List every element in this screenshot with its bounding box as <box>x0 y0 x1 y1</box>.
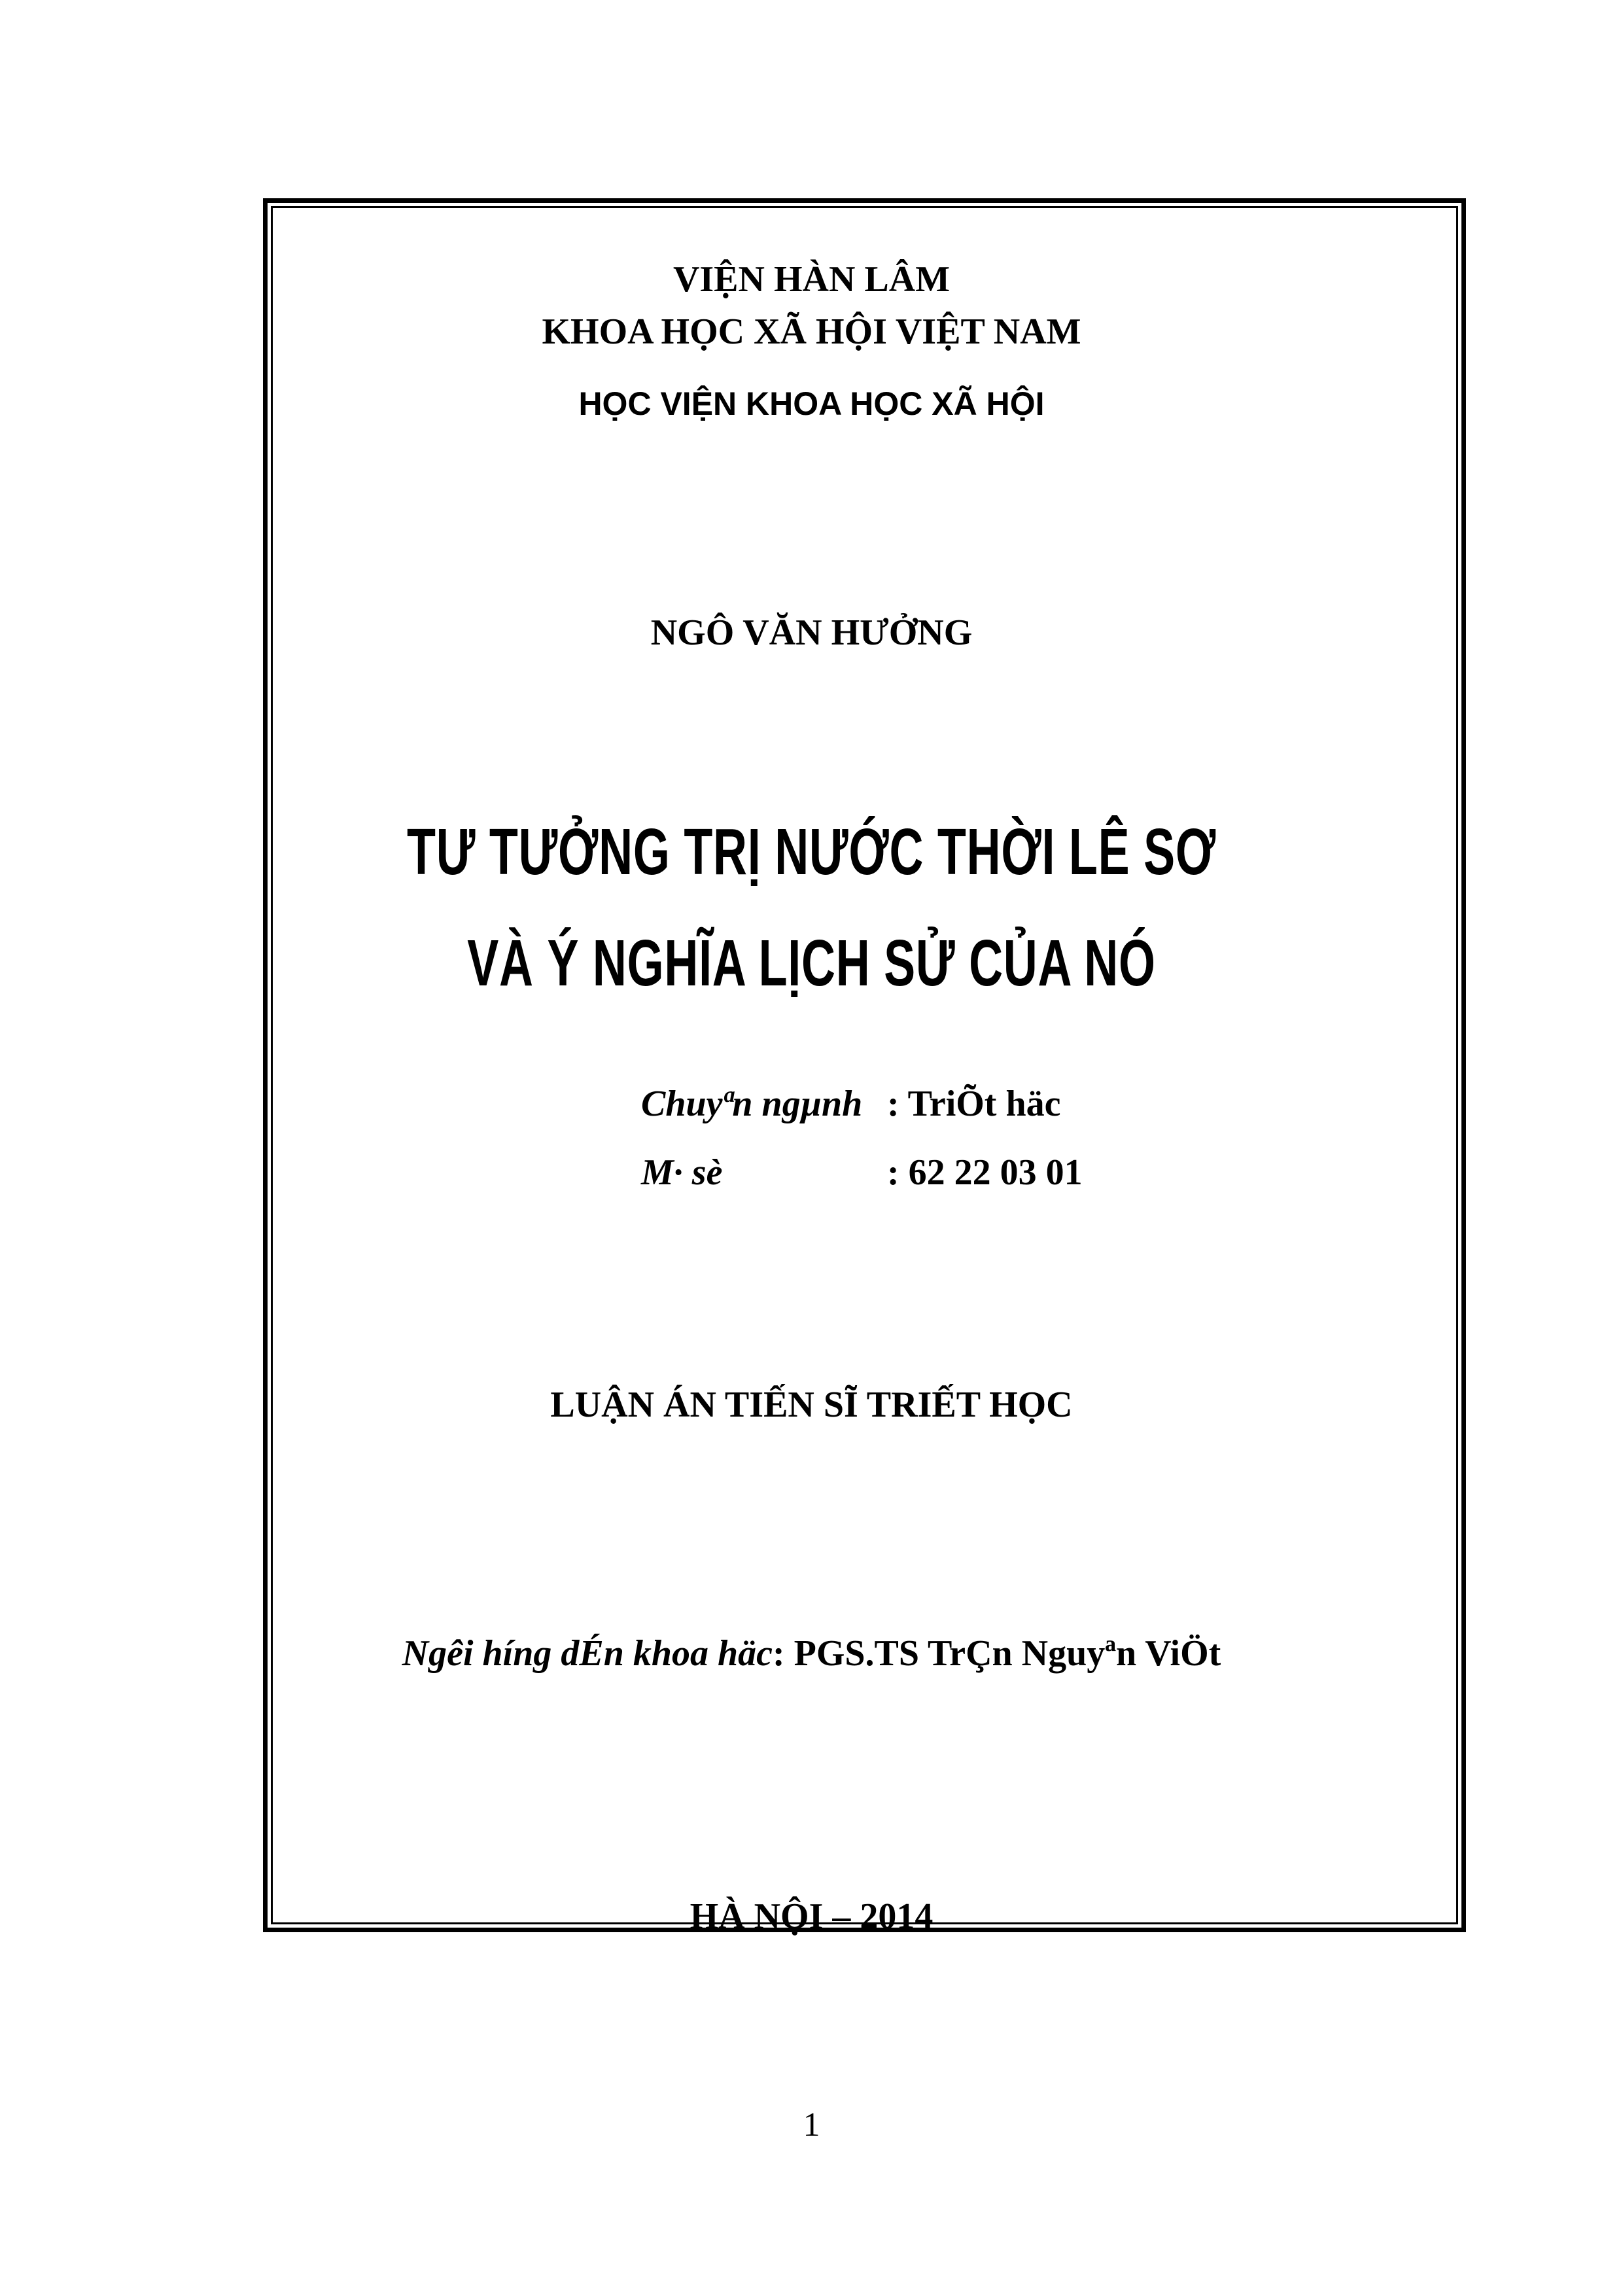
academy-name: HỌC VIỆN KHOA HỌC XÃ HỘI <box>578 385 1045 422</box>
institution-line-1: VIỆN HÀN LÂM <box>672 259 951 300</box>
specialty-label: Chuyªn ngµnh <box>641 1084 863 1124</box>
supervisor-name: : PGS.TS TrÇn Nguyªn ViÖt <box>773 1633 1221 1674</box>
institution-line-2: KHOA HỌC XÃ HỘI VIỆT NAM <box>542 311 1081 352</box>
supervisor-line <box>0 1633 1623 1674</box>
supervisor-label: Ngêi híng dÉn khoa häc <box>402 1633 773 1674</box>
place-date: HÀ NỘI – 2014 <box>689 1896 934 1937</box>
thesis-title-line-2: VÀ Ý NGHĨA LỊCH SỬ CỦA NÓ <box>467 927 1156 1000</box>
code-label: M· sè <box>641 1152 723 1193</box>
specialty-value: : TriÕt häc <box>887 1084 1061 1124</box>
thesis-title-line-1: TƯ TƯỞNG TRỊ NƯỚC THỜI LÊ SƠ <box>406 815 1216 889</box>
degree-type: LUẬN ÁN TIẾN SĨ TRIẾT HỌC <box>550 1385 1073 1425</box>
page-number: 1 <box>803 2106 820 2144</box>
author-name: NGÔ VĂN HƯỞNG <box>650 612 973 653</box>
code-value: : 62 22 03 01 <box>887 1152 1083 1193</box>
